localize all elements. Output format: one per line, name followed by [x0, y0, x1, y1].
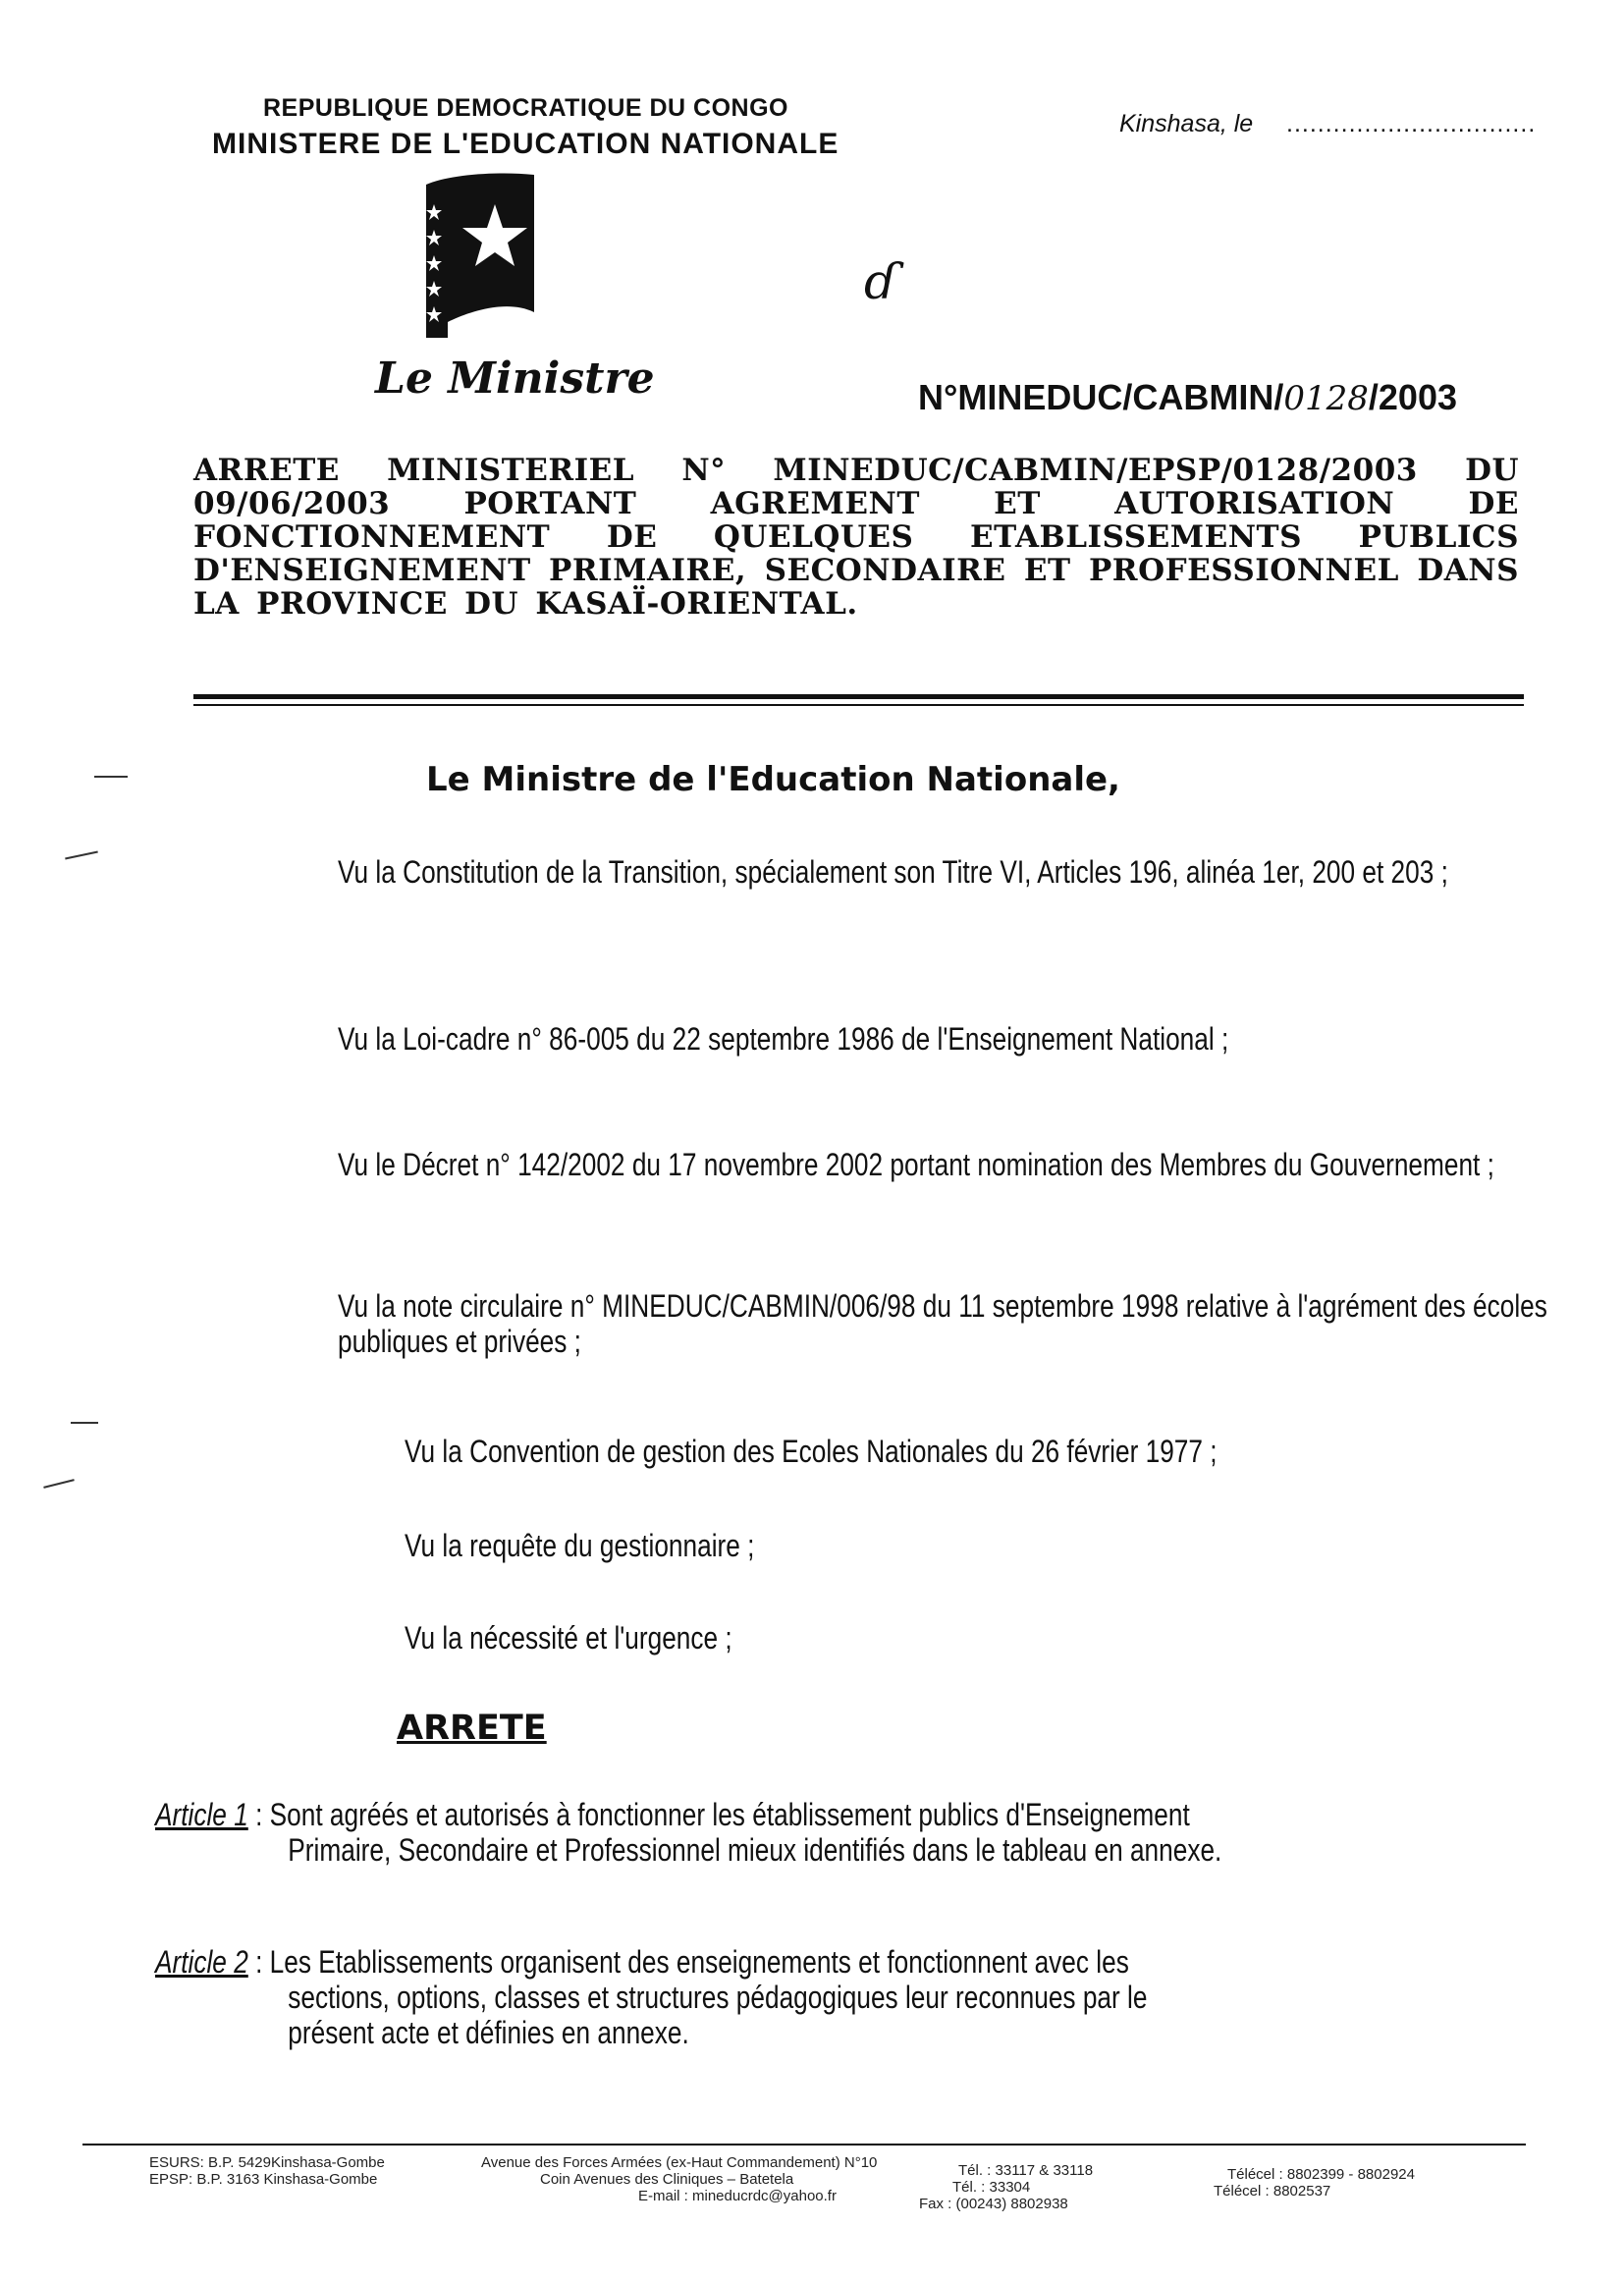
footer-divider: [82, 2144, 1526, 2145]
ministry-name: MINISTERE DE L'EDUCATION NATIONALE: [212, 128, 839, 160]
scan-mark: [43, 1479, 75, 1489]
article-1-label: Article 1: [155, 1797, 248, 1832]
article-1-line1: Sont agréés et autorisés à fonctionner les établissement publics d'Enseignement: [269, 1797, 1190, 1832]
flag-emblem-icon: [408, 165, 546, 342]
minister-intro: Le Ministre de l'Education Nationale,: [426, 760, 1120, 799]
scan-mark: [65, 850, 98, 859]
footer-telecel2: Télécel : 8802537: [1214, 2183, 1331, 2200]
article-1-line2: Primaire, Secondaire et Professionnel mieux identifiés dans le tableau en annexe.: [288, 1832, 1222, 1868]
consideration-convention: Vu la Convention de gestion des Ecoles Nationales du 26 février 1977 ;: [405, 1434, 1218, 1469]
footer-telecel1: Télécel : 8802399 - 8802924: [1227, 2166, 1415, 2183]
minister-script-title: Le Ministre: [375, 353, 655, 404]
footer-address: [481, 2154, 877, 2204]
footer-epsp: EPSP: B.P. 3163 Kinshasa-Gombe: [149, 2171, 378, 2188]
reference-handwritten-number: 0128: [1283, 379, 1369, 418]
article-2-sep: :: [247, 1944, 270, 1980]
consideration-necessite: Vu la nécessité et l'urgence ;: [405, 1620, 732, 1656]
article-1: [155, 1797, 1524, 1868]
article-2: [155, 1944, 1524, 2050]
article-1-sep: :: [247, 1797, 270, 1832]
scan-mark: [94, 776, 128, 778]
reference-prefix: N°MINEDUC/CABMIN/: [918, 377, 1284, 417]
footer-tel1: Tél. : 33117 & 33118: [958, 2162, 1094, 2179]
article-2-line3: présent acte et définies en annexe.: [288, 2015, 689, 2050]
handwritten-initial: ɗ: [864, 253, 898, 310]
decree-title: ARRETE MINISTERIEL N° MINEDUC/CABMIN/EPSP/0128/2003 DU 09/06/2003 PORTANT AGREMENT ET AUTORISATION DE FONCTIONNEMENT DE QUELQUES ETABLISSEMENTS PUBLICS D'ENSEIGNEMENT PRIMAIRE, SECONDAIRE ET PROFESSIONNEL DANS LA PROVINCE DU KASAÏ-ORIENTAL.: [193, 453, 1519, 622]
article-2-label: Article 2: [155, 1944, 248, 1980]
article-2-line1: Les Etablissements organisent des enseignements et fonctionnent avec les: [269, 1944, 1129, 1980]
title-divider-thick: [193, 694, 1524, 699]
consideration-decret: Vu le Décret n° 142/2002 du 17 novembre 2002 portant nomination des Membres du Gouvernement ;: [338, 1147, 1494, 1182]
arrete-heading: ARRETE: [397, 1709, 547, 1748]
footer-tel2: Tél. : 33304: [952, 2179, 1031, 2196]
footer-email: E-mail : mineducrdc@yahoo.fr: [638, 2188, 837, 2204]
article-2-line2: sections, options, classes et structures pédagogiques leur reconnues par le: [288, 1980, 1148, 2015]
consideration-requete: Vu la requête du gestionnaire ;: [405, 1528, 755, 1563]
scan-mark: [71, 1422, 98, 1424]
footer-phones: [919, 2162, 1093, 2212]
reference-number: [918, 377, 1457, 418]
footer-postal: [149, 2154, 385, 2188]
consideration-loi-cadre: Vu la Loi-cadre n° 86-005 du 22 septembre 1986 de l'Enseignement National ;: [338, 1021, 1229, 1057]
footer-address-line2: Coin Avenues des Cliniques – Batetela: [540, 2171, 794, 2188]
consideration-constitution: Vu la Constitution de la Transition, spécialement son Titre VI, Articles 196, alinéa 1er, 200 et 203 ;: [338, 854, 1448, 890]
footer-esurs: ESURS: B.P. 5429Kinshasa-Gombe: [149, 2154, 385, 2171]
reference-suffix: /2003: [1368, 377, 1457, 417]
consideration-note-circulaire: Vu la note circulaire n° MINEDUC/CABMIN/006/98 du 11 septembre 1998 relative à l'agrément des écoles publiques et privées ;: [338, 1288, 1547, 1359]
title-divider-thin: [193, 704, 1524, 706]
footer-fax: Fax : (00243) 8802938: [919, 2196, 1068, 2212]
footer-address-line1: Avenue des Forces Armées (ex-Haut Commandement) N°10: [481, 2154, 878, 2171]
footer-telecel: [1214, 2166, 1415, 2200]
date-blank: ................................: [1286, 110, 1537, 137]
republic-name: REPUBLIQUE DEMOCRATIQUE DU CONGO: [263, 94, 788, 122]
date-place-label: Kinshasa, le: [1119, 110, 1254, 137]
